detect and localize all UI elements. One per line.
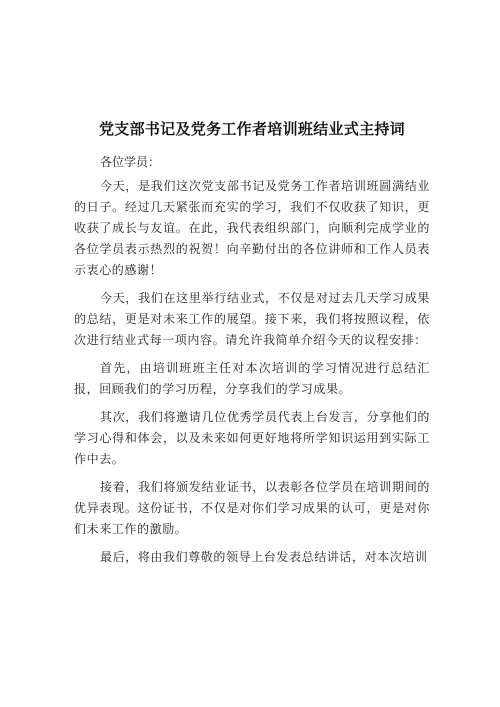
document-title: 党支部书记及党务工作者培训班结业式主持词 — [98, 120, 405, 138]
paragraph-first-item: 首先，由培训班班主任对本次培训的学习情况进行总结汇报，回顾我们的学习历程，分享我们的学习成果。 — [74, 361, 430, 396]
paragraph-final-item: 最后，将由我们尊敬的领导上台发表总结讲话，对本次培训 — [100, 550, 428, 564]
paragraph-agenda-intro: 今天，我们在这里举行结业式，不仅是对过去几天学习成果的总结，更是对未来工作的展望。接下来，我们将按照议程，依次进行结业式每一项内容。请允许我简单介绍今天的议程安排： — [74, 291, 430, 347]
greeting: 各位学员： — [100, 155, 161, 169]
paragraph-third-item: 接着，我们将颁发结业证书，以表彰各位学员在培训期间的优异表现。这份证书，不仅是对你们学习成果的认可，更是对你们未来工作的激励。 — [74, 480, 430, 536]
paragraph-second-item: 其次，我们将邀请几位优秀学员代表上台发言，分享他们的学习心得和体会，以及未来如何更好地将所学知识运用到实际工作中去。 — [74, 410, 430, 466]
paragraph-opening: 今天，是我们这次党支部书记及党务工作者培训班圆满结业的日子。经过几天紧张而充实的学习，我们不仅收获了知识，更收获了成长与友谊。在此，我代表组织部门，向顺利完成学业的各位学员表示热烈的祝贺！向辛勤付出的各位讲师和工作人员表示衷心的感谢！ — [74, 179, 430, 277]
